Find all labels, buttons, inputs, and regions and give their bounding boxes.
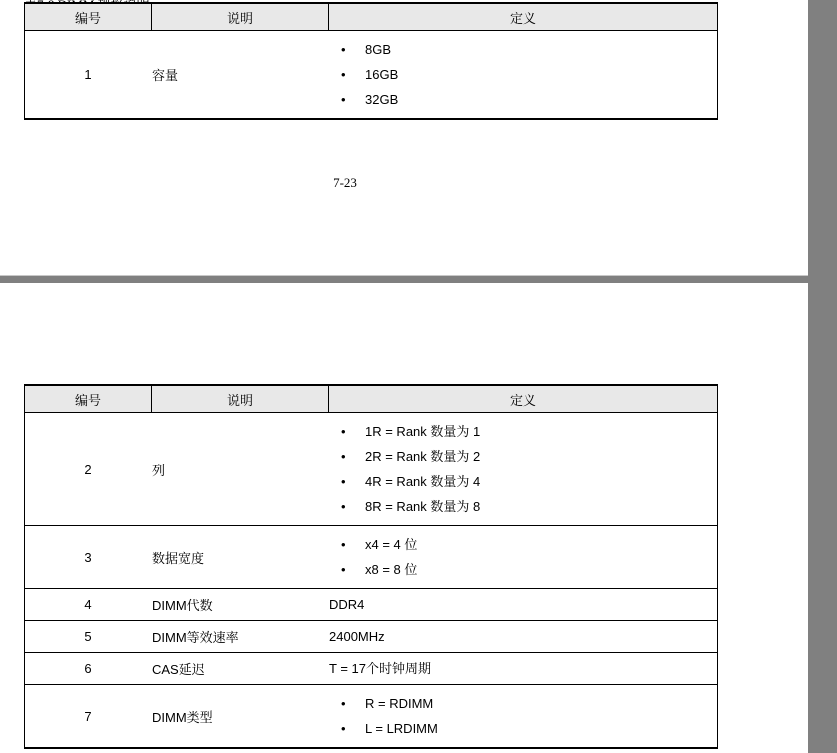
- cell-def: [329, 685, 718, 749]
- list-item: • L = LRDIMM: [329, 716, 717, 741]
- dimm-spec-table-part1: [24, 2, 718, 120]
- list-item: • 8R = Rank 数量为 8: [329, 494, 717, 519]
- header-no: 编号: [25, 3, 152, 31]
- list-item: • 1R = Rank 数量为 1: [329, 419, 717, 444]
- cell-desc: DIMM等效速率: [152, 621, 329, 653]
- table-row: [25, 526, 718, 589]
- table-row: [25, 621, 718, 653]
- definition-list: [329, 31, 717, 118]
- cell-no: 5: [25, 621, 152, 653]
- header-no: 编号: [25, 385, 152, 413]
- definition-list: [329, 685, 717, 747]
- cell-def: [329, 526, 718, 589]
- table-row: [25, 413, 718, 526]
- list-item: • 16GB: [329, 62, 717, 87]
- header-def: 定义: [329, 385, 718, 413]
- cell-def: [329, 413, 718, 526]
- table-row: [25, 653, 718, 685]
- table-row: [25, 31, 718, 120]
- dimm-spec-table-part2: [24, 384, 718, 749]
- list-item: • 32GB: [329, 87, 717, 112]
- list-item: • x8 = 8 位: [329, 557, 717, 582]
- document-page-2: [0, 283, 808, 753]
- cell-desc: 容量: [152, 31, 329, 120]
- header-def: 定义: [329, 3, 718, 31]
- list-item: • 4R = Rank 数量为 4: [329, 469, 717, 494]
- header-desc: 说明: [152, 385, 329, 413]
- cell-desc: 数据宽度: [152, 526, 329, 589]
- cell-def: DDR4: [329, 589, 718, 621]
- cell-no: 2: [25, 413, 152, 526]
- definition-list: [329, 526, 717, 588]
- table-row: [25, 589, 718, 621]
- page-number: 7-23: [333, 175, 357, 190]
- list-item: • x4 = 4 位: [329, 532, 717, 557]
- table-row: [25, 685, 718, 749]
- cell-desc: DIMM类型: [152, 685, 329, 749]
- header-desc: 说明: [152, 3, 329, 31]
- cell-def: [329, 31, 718, 120]
- cell-def: T = 17个时钟周期: [329, 653, 718, 685]
- list-item: • R = RDIMM: [329, 691, 717, 716]
- cell-no: 7: [25, 685, 152, 749]
- page-right-gutter: [808, 0, 837, 743]
- cell-desc: CAS延迟: [152, 653, 329, 685]
- list-item: • 8GB: [329, 37, 717, 62]
- document-page-1: [0, 0, 808, 276]
- cell-no: 1: [25, 31, 152, 120]
- definition-list: [329, 413, 717, 525]
- cell-no: 3: [25, 526, 152, 589]
- table-header-row: [25, 385, 718, 413]
- cell-def: 2400MHz: [329, 621, 718, 653]
- table-header-row: [25, 3, 718, 31]
- cell-no: 4: [25, 589, 152, 621]
- cell-desc: DIMM代数: [152, 589, 329, 621]
- cell-desc: 列: [152, 413, 329, 526]
- cell-no: 6: [25, 653, 152, 685]
- list-item: • 2R = Rank 数量为 2: [329, 444, 717, 469]
